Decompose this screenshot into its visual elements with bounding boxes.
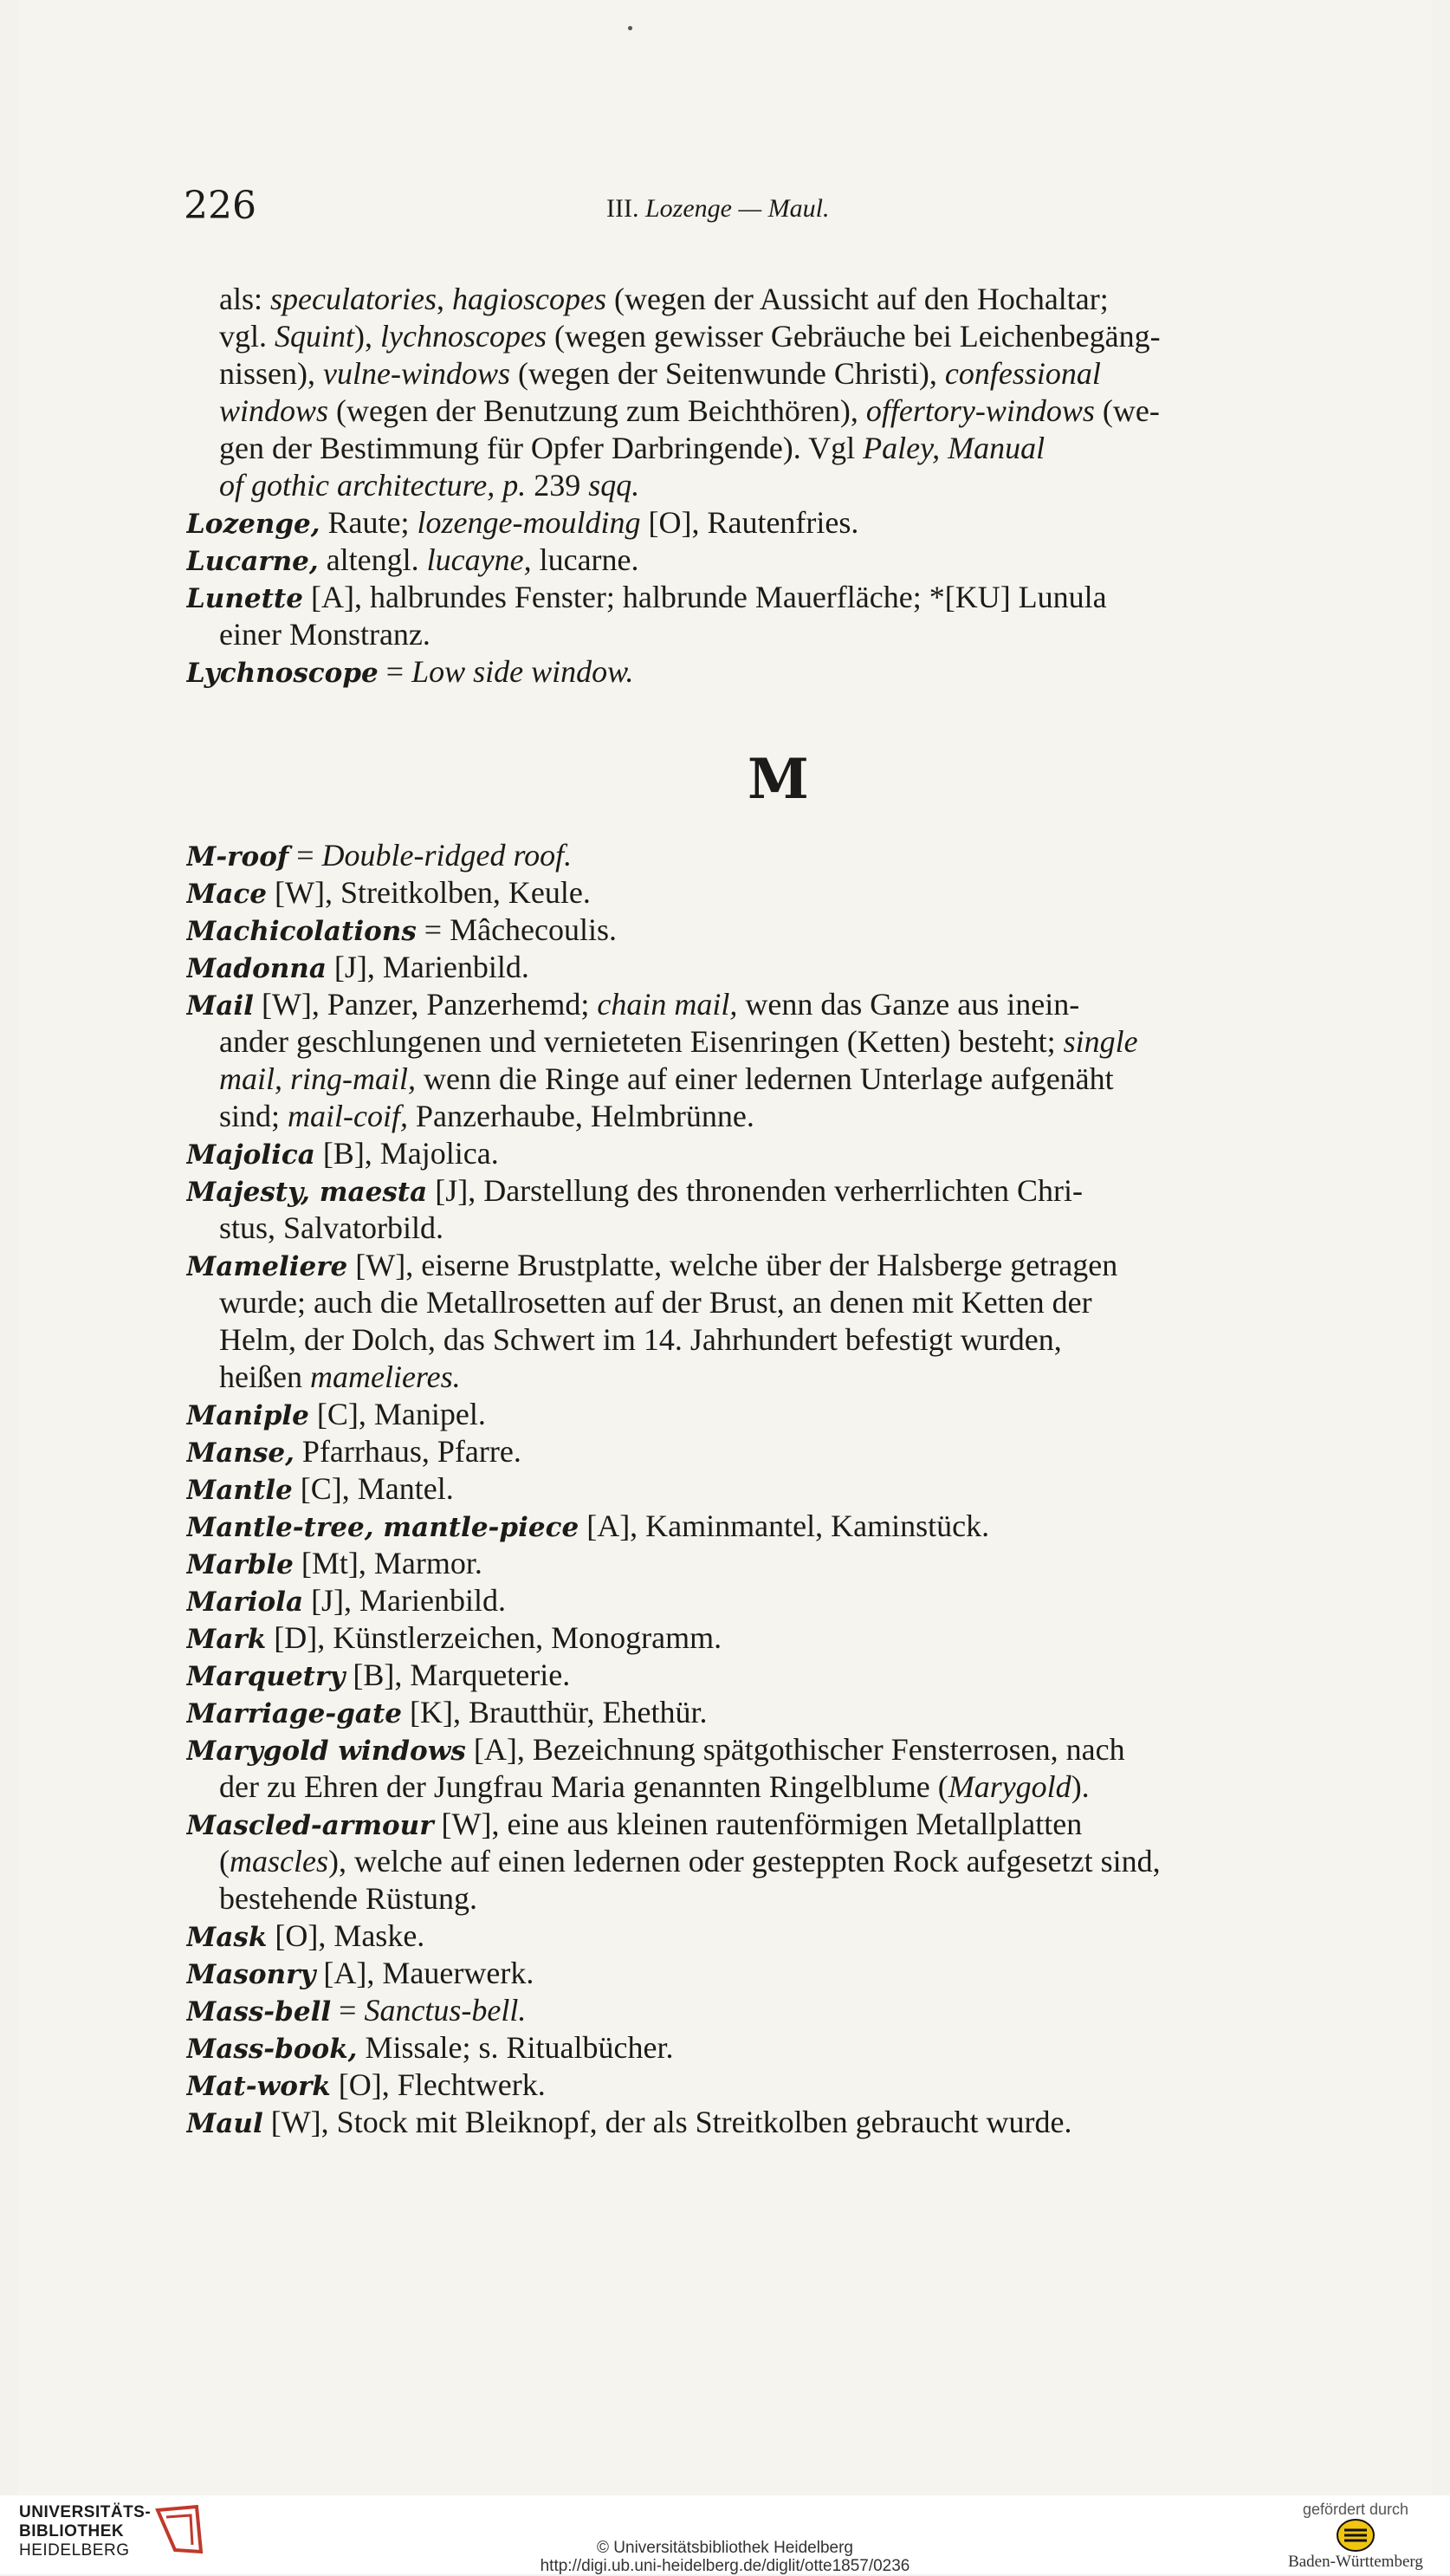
headword: Lunette	[186, 583, 303, 614]
entry-text: [B], Marqueterie.	[345, 1658, 571, 1692]
entry-continuation	[186, 467, 1382, 504]
entry-text: [A], Bezeichnung spätgothischer Fensterrosen, nach	[465, 1732, 1125, 1767]
headword: Marygold windows	[186, 1736, 466, 1767]
italic-term: Double-ridged roof.	[321, 838, 573, 873]
entry-line	[186, 1545, 1382, 1582]
headword: Mass-book,	[186, 2034, 358, 2065]
entry-text: [O], Rautenfries.	[640, 505, 859, 540]
headword: Mass-bell	[186, 1996, 332, 2028]
entry-text: Panzerhaube, Helmbrünne.	[408, 1099, 754, 1133]
entry-continuation	[186, 1321, 1382, 1359]
running-head	[606, 194, 829, 224]
italic-term: Squint	[275, 319, 355, 354]
entry-line	[186, 1694, 1382, 1731]
headword: Madonna	[186, 953, 327, 984]
headword: Lozenge,	[186, 509, 320, 540]
entry-line	[186, 2104, 1382, 2141]
headword: Machicolations	[186, 916, 417, 947]
headword: Marble	[186, 1549, 294, 1580]
italic-term: lychnoscopes	[380, 319, 547, 354]
headword: Mark	[186, 1624, 267, 1655]
entry-text: sind;	[219, 1099, 288, 1133]
entry-text: =	[378, 654, 412, 689]
entry-text: [A], Mauerwerk.	[315, 1956, 534, 1990]
entry-line	[186, 837, 1382, 874]
entry-continuation	[186, 318, 1382, 355]
entry-text: [B], Majolica.	[314, 1136, 499, 1171]
entry-text: (wegen der Seitenwunde Christi),	[509, 356, 945, 391]
entry-line	[186, 1992, 1382, 2029]
italic-term: chain mail,	[597, 987, 738, 1022]
italic-term: mail-coif,	[288, 1099, 408, 1133]
italic-term: confessional	[944, 356, 1101, 391]
entry-text: stus, Salvatorbild.	[219, 1210, 443, 1245]
source-link[interactable]: http://digi.ub.uni-heidelberg.de/diglit/otte1857/0236	[540, 2557, 910, 2575]
entry-line	[186, 542, 1382, 579]
headword: Mantle	[186, 1475, 293, 1506]
entry-line	[186, 1470, 1382, 1508]
library-name-line2: BIBLIOTHEK	[19, 2522, 125, 2540]
entry-text: vgl.	[219, 319, 275, 354]
entry-text: Helm, der Dolch, das Schwert im 14. Jahrhundert befestigt wurden,	[219, 1322, 1062, 1357]
entry-line	[186, 1917, 1382, 1955]
entry-text: ).	[1071, 1769, 1090, 1804]
entry-text: [J], Darstellung des thronenden verherrlichten Chri-	[427, 1173, 1083, 1208]
entry-text: ),	[354, 319, 381, 354]
entry-line	[186, 1619, 1382, 1657]
entry-line	[186, 1247, 1382, 1284]
entry-continuation	[186, 281, 1382, 318]
entry-line	[186, 579, 1382, 616]
entry-text: Raute;	[320, 505, 418, 540]
entry-text: Missale; s. Ritualbücher.	[357, 2030, 674, 2065]
italic-term: Sanctus-bell.	[364, 1993, 527, 2028]
entry-text: [C], Manipel.	[308, 1397, 486, 1431]
state-name: Baden-Württemberg	[1288, 2553, 1423, 2571]
italic-term: vulne-windows	[323, 356, 510, 391]
entry-text: [C], Mantel.	[292, 1471, 454, 1506]
headword: Mariola	[186, 1586, 304, 1618]
entry-continuation	[186, 430, 1382, 467]
state-crest-icon	[1336, 2518, 1376, 2553]
entry-text: nissen),	[219, 356, 323, 391]
entry-line	[186, 1806, 1382, 1843]
entry-text: [W], eiserne Brustplatte, welche über der Halsberge getragen	[347, 1248, 1118, 1282]
italic-term: mascles	[230, 1844, 328, 1878]
headword: Maul	[186, 2108, 263, 2139]
headword: Mace	[186, 879, 267, 910]
headword: Mascled-armour	[186, 1810, 434, 1841]
entry-text: [W], Panzer, Panzerhemd;	[253, 987, 598, 1022]
entry-continuation	[186, 1061, 1382, 1098]
entry-text: bestehende Rüstung.	[219, 1881, 477, 1916]
entry-line	[186, 1172, 1382, 1210]
entry-text: Pfarrhaus, Pfarre.	[294, 1434, 521, 1469]
entry-text: [Mt], Marmor.	[293, 1546, 482, 1580]
entry-text: wenn die Ringe auf einer ledernen Unterlage aufgenäht	[416, 1061, 1114, 1096]
entry-text: ,	[436, 282, 452, 316]
entry-line	[186, 912, 1382, 949]
entry-text: gen der Bestimmung für Opfer Darbringende). Vgl	[219, 431, 864, 465]
entry-text: [J], Marienbild.	[303, 1583, 507, 1618]
section-numeral: III.	[606, 194, 639, 223]
entry-line	[186, 653, 1382, 691]
entry-line	[186, 1396, 1382, 1433]
entry-text: (wegen gewisser Gebräuche bei Leichenbegäng-	[546, 319, 1161, 354]
entry-line	[186, 1433, 1382, 1470]
headword: M-roof	[186, 841, 289, 873]
entry-text: [A], Kaminmantel, Kaminstück.	[579, 1509, 990, 1543]
entry-continuation	[186, 616, 1382, 653]
entry-continuation	[186, 1210, 1382, 1247]
entry-range: Lozenge — Maul.	[644, 194, 830, 223]
italic-term: windows	[219, 393, 329, 428]
entry-text: wurde; auch die Metallrosetten auf der Brust, an denen mit Ketten der	[219, 1285, 1092, 1320]
italic-term: lucayne,	[426, 542, 532, 577]
entry-text: [W], Stock mit Bleiknopf, der als Streitkolben gebraucht wurde.	[262, 2105, 1072, 2139]
entry-text: der zu Ehren der Jungfrau Maria genannten Ringelblume (	[219, 1769, 948, 1804]
entry-text: 239	[526, 468, 589, 503]
entry-line	[186, 2029, 1382, 2067]
italic-term: Marygold	[948, 1769, 1071, 1804]
headword: Marriage-gate	[186, 1698, 402, 1729]
entry-text: ander geschlungenen und vernieteten Eisenringen (Ketten) besteht;	[219, 1024, 1064, 1059]
entry-text: =	[288, 838, 322, 873]
headword: Manse,	[186, 1437, 295, 1469]
entry-text: (	[219, 1844, 230, 1878]
italic-term: speculatories	[270, 282, 437, 316]
entry-line	[186, 986, 1382, 1023]
headword: Lucarne,	[186, 546, 319, 577]
entry-text: [W], Streitkolben, Keule.	[267, 875, 591, 910]
entry-line	[186, 1508, 1382, 1545]
entry-line	[186, 1657, 1382, 1694]
entry-text: [O], Flechtwerk.	[330, 2067, 546, 2102]
entry-text: als:	[219, 282, 270, 316]
entry-continuation	[186, 1023, 1382, 1061]
entry-text: [D], Künstlerzeichen, Monogramm.	[266, 1620, 722, 1655]
entry-text: wenn das Ganze aus inein-	[737, 987, 1080, 1022]
entry-text: [J], Marienbild.	[326, 950, 529, 984]
entry-continuation	[186, 1880, 1382, 1917]
entry-continuation	[186, 1768, 1382, 1806]
copyright-notice: © Universitätsbibliothek Heidelberg	[597, 2539, 853, 2557]
dictionary-entries-l	[186, 281, 1382, 691]
entry-text: = Mâchecoulis.	[416, 912, 618, 947]
entry-text: einer Monstranz.	[219, 617, 430, 652]
headword: Mameliere	[186, 1251, 348, 1282]
entry-continuation	[186, 1098, 1382, 1135]
entry-line	[186, 1955, 1382, 1992]
funded-by-label: gefördert durch	[1302, 2501, 1409, 2518]
entry-text: ), welche auf einen ledernen oder gesteppten Rock aufgesetzt sind,	[327, 1844, 1161, 1878]
entry-text: [O], Maske.	[267, 1918, 425, 1953]
entry-continuation	[186, 1284, 1382, 1321]
entry-continuation	[186, 1359, 1382, 1396]
headword: Mail	[186, 990, 254, 1022]
entry-continuation	[186, 393, 1382, 430]
headword: Mantle-tree, mantle-piece	[186, 1512, 579, 1543]
entry-text: =	[331, 1993, 365, 2028]
entry-text: heißen	[219, 1359, 310, 1394]
italic-term: sqq.	[588, 468, 640, 503]
entry-line	[186, 1582, 1382, 1619]
entry-continuation	[186, 1843, 1382, 1880]
entry-line	[186, 949, 1382, 986]
italic-term: single	[1063, 1024, 1138, 1059]
entry-text: [K], Brautthür, Ehethür.	[402, 1695, 708, 1729]
italic-term: Paley, Manual	[863, 431, 1045, 465]
headword: Majesty, maesta	[186, 1177, 428, 1208]
italic-term: offertory-windows	[865, 393, 1095, 428]
entry-text: (we-	[1094, 393, 1160, 428]
ink-dot	[628, 26, 632, 30]
entry-line	[186, 2067, 1382, 2104]
italic-term: hagioscopes	[451, 282, 606, 316]
italic-term: lozenge-moulding	[417, 505, 641, 540]
headword: Maniple	[186, 1400, 309, 1431]
headword: Masonry	[186, 1959, 316, 1990]
entry-text: [A], halbrundes Fenster; halbrunde Mauerfläche; *[KU] Lunula	[302, 580, 1107, 614]
entry-line	[186, 504, 1382, 542]
entry-line	[186, 874, 1382, 912]
dictionary-entries-m	[186, 837, 1382, 2141]
entry-text: (wegen der Benutzung zum Beichthören),	[328, 393, 866, 428]
italic-term: mamelieres.	[309, 1359, 461, 1394]
funding-logo	[1273, 2495, 1438, 2574]
library-name-line1: UNIVERSITÄTS-	[19, 2503, 152, 2521]
headword: Mat-work	[186, 2071, 331, 2102]
italic-term: Low side window.	[411, 654, 634, 689]
headword: Lychnoscope	[186, 658, 379, 689]
headword: Majolica	[186, 1139, 315, 1171]
entry-continuation	[186, 355, 1382, 393]
page-number: 226	[184, 184, 256, 228]
entry-line	[186, 1135, 1382, 1172]
headword: Mask	[186, 1922, 268, 1953]
entry-text: altengl.	[318, 542, 427, 577]
entry-text: (wegen der Aussicht auf den Hochaltar;	[605, 282, 1109, 316]
entry-text: [W], eine aus kleinen rautenförmigen Metallplatten	[433, 1807, 1083, 1841]
entry-line	[186, 1731, 1382, 1768]
section-letter: M	[748, 747, 809, 812]
entry-text: lucarne.	[531, 542, 639, 577]
library-name-line3: HEIDELBERG	[19, 2541, 130, 2560]
headword: Marquetry	[186, 1661, 346, 1692]
italic-term: of gothic architecture, p.	[219, 468, 527, 503]
italic-term: mail, ring-mail,	[219, 1061, 417, 1096]
